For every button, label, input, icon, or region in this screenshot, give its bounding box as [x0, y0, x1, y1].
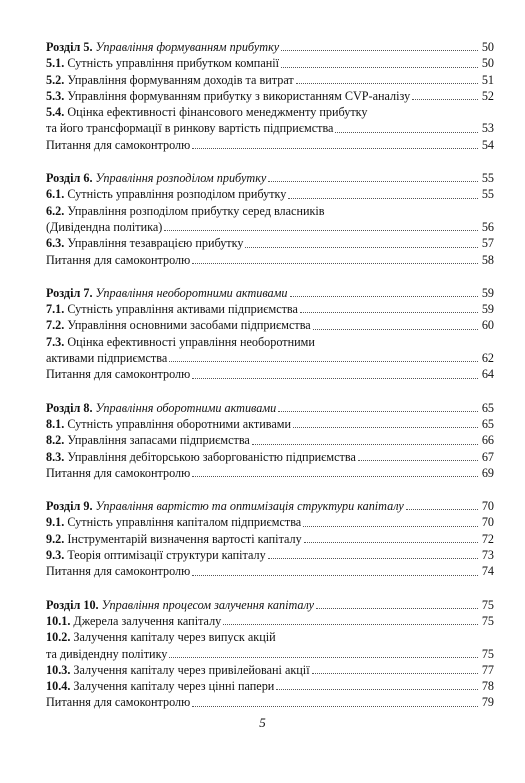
dot-leader: [223, 624, 478, 625]
toc-entry-label: [46, 137, 190, 153]
toc-entry: [46, 72, 494, 88]
toc-entry-label: [46, 55, 279, 71]
toc-section: [46, 597, 494, 711]
subsection-number: 7.1.: [46, 302, 65, 317]
page-ref: 75: [481, 597, 494, 612]
toc-entry-label: [46, 646, 167, 662]
section-title: Управління оборотними активами: [95, 400, 277, 415]
toc-entry-text: Управління дебіторською заборгованістю підприємства: [67, 449, 356, 464]
page-ref: 54: [481, 137, 494, 152]
page-ref: 62: [481, 351, 494, 366]
toc-entry-text: активами підприємства: [46, 351, 168, 366]
section-number: Розділ 9.: [46, 499, 93, 514]
toc-entry-text: Залучення капіталу через привілейовані акції: [73, 662, 310, 677]
dot-leader: [268, 181, 478, 182]
page-ref: 64: [481, 367, 494, 382]
page-ref: 77: [481, 662, 494, 677]
subsection-number: 5.1.: [46, 56, 65, 71]
toc-entry: [46, 662, 494, 678]
page-ref: 69: [481, 465, 494, 480]
dot-leader: [303, 526, 478, 527]
dot-leader: [304, 542, 478, 543]
page-ref: 50: [481, 40, 494, 54]
dot-leader: [358, 460, 478, 461]
toc-entry-label: [46, 563, 190, 579]
toc-entry-text: та дивідендну політику: [46, 646, 168, 661]
toc-entry-label: [46, 678, 274, 694]
page-ref: 72: [481, 531, 494, 546]
toc-entry-text: Теорія оптимізації структури капіталу: [67, 548, 266, 563]
dot-leader: [296, 83, 478, 84]
section-heading-label: [46, 400, 276, 416]
toc-entry: [46, 252, 494, 268]
dot-leader: [316, 608, 478, 609]
toc-entry-text: Сутність управління розподілом прибутку: [67, 187, 287, 202]
toc-entry: [46, 449, 494, 465]
page-ref: 57: [481, 236, 494, 251]
dot-leader: [406, 509, 478, 510]
toc-entry: [46, 137, 494, 153]
page-ref: 75: [481, 613, 494, 628]
toc-entry: [46, 678, 494, 694]
dot-leader: [335, 132, 478, 133]
toc-entry: [46, 235, 494, 251]
subsection-number: 8.3.: [46, 449, 65, 464]
toc-entry-label: [46, 186, 286, 202]
toc-entry: [46, 88, 494, 104]
dot-leader: [412, 99, 478, 100]
subsection-number: 8.2.: [46, 433, 65, 448]
toc-entry-label: [46, 317, 311, 333]
page-ref: 74: [481, 564, 494, 579]
toc-entry-text: та його трансформації в ринкову вартість підприємства: [46, 121, 334, 136]
toc-entry-label: [46, 613, 221, 629]
page-ref: 65: [481, 416, 494, 431]
toc-entry: [46, 432, 494, 448]
toc-entry-label: [46, 629, 276, 645]
toc-section: [46, 170, 494, 268]
toc-entry: [46, 416, 494, 432]
toc-entry-label: [46, 547, 266, 563]
section-heading-label: [46, 285, 288, 301]
toc-entry-text: Питання для самоконтролю: [46, 252, 191, 267]
toc-entry-text: Сутність управління активами підприємства: [67, 302, 298, 317]
section-heading: [46, 170, 494, 186]
page-ref: 59: [481, 302, 494, 317]
section-heading-label: [46, 597, 314, 613]
dot-leader: [281, 50, 478, 51]
toc-entry-label: [46, 252, 190, 268]
toc-section: [46, 498, 494, 579]
page-ref: 59: [481, 285, 494, 300]
toc-entry-label: [46, 694, 190, 710]
toc-entry: [46, 120, 494, 136]
page-ref: 60: [481, 318, 494, 333]
section-heading: [46, 285, 494, 301]
page-ref: 67: [481, 449, 494, 464]
dot-leader: [192, 476, 478, 477]
subsection-number: 6.2.: [46, 203, 65, 218]
toc-entry-label: [46, 219, 162, 235]
toc-entry-label: [46, 662, 310, 678]
page-ref: 73: [481, 548, 494, 563]
dot-leader: [293, 427, 478, 428]
toc-entry-text: Оцінка ефективності управління необоротними: [67, 334, 315, 349]
toc-entry-text: Управління запасами підприємства: [67, 433, 250, 448]
toc-entry-text: Інструментарій визначення вартості капіталу: [67, 531, 302, 546]
page-number: 5: [259, 715, 266, 730]
toc-entry: [46, 563, 494, 579]
toc-entry: [46, 547, 494, 563]
page-ref: 53: [481, 121, 494, 136]
toc-entry-text: Питання для самоконтролю: [46, 465, 191, 480]
toc-entry-text: Питання для самоконтролю: [46, 367, 191, 382]
toc-entry-label: [46, 366, 190, 382]
section-title: Управління вартістю та оптимізація структури капіталу: [95, 499, 404, 514]
section-number: Розділ 10.: [46, 597, 99, 612]
dot-leader: [276, 689, 478, 690]
section-number: Розділ 8.: [46, 400, 93, 415]
toc-entry: [46, 301, 494, 317]
toc-entry: [46, 350, 494, 366]
table-of-contents: [46, 39, 494, 728]
toc-entry-text: Джерела залучення капіталу: [73, 613, 222, 628]
subsection-number: 6.1.: [46, 187, 65, 202]
dot-leader: [313, 329, 478, 330]
page-ref: 66: [481, 433, 494, 448]
page-ref: 56: [481, 219, 494, 234]
subsection-number: 10.4.: [46, 679, 71, 694]
subsection-number: 8.1.: [46, 416, 65, 431]
page-ref: 52: [481, 88, 494, 103]
toc-entry: [46, 55, 494, 71]
toc-entry: [46, 694, 494, 710]
toc-entry-text: Оцінка ефективності фінансового менеджменту прибутку: [67, 105, 368, 120]
section-title: Управління формуванням прибутку: [95, 40, 280, 54]
toc-entry-text: (Дивідендна політика): [46, 219, 163, 234]
toc-entry-text: Сутність управління капіталом підприємства: [67, 515, 302, 530]
toc-entry: [46, 465, 494, 481]
toc-entry-label: [46, 531, 302, 547]
toc-section: [46, 285, 494, 383]
section-number: Розділ 7.: [46, 285, 93, 300]
section-number: Розділ 6.: [46, 171, 93, 186]
toc-entry-label: [46, 432, 250, 448]
toc-entry-text: Управління формуванням доходів та витрат: [67, 72, 294, 87]
toc-entry-label: [46, 514, 301, 530]
toc-entry-label: [46, 449, 356, 465]
dot-leader: [312, 673, 478, 674]
toc-entry-text: Сутність управління оборотними активами: [67, 416, 292, 431]
toc-entry-text: Питання для самоконтролю: [46, 695, 191, 710]
subsection-number: 6.3.: [46, 236, 65, 251]
toc-entry: [46, 203, 494, 219]
toc-entry: [46, 104, 494, 120]
toc-entry-label: [46, 235, 243, 251]
dot-leader: [278, 411, 478, 412]
dot-leader: [252, 444, 478, 445]
toc-entry-text: Питання для самоконтролю: [46, 137, 191, 152]
dot-leader: [192, 378, 478, 379]
toc-entry-text: Залучення капіталу через цінні папери: [73, 679, 275, 694]
toc-entry-label: [46, 465, 190, 481]
toc-entry-label: [46, 416, 291, 432]
dot-leader: [192, 148, 478, 149]
subsection-number: 7.3.: [46, 334, 65, 349]
section-heading-label: [46, 498, 404, 514]
page-ref: 55: [481, 187, 494, 202]
toc-entry-text: Управління формуванням прибутку з використанням CVP-аналізу: [67, 88, 411, 103]
toc-entry-text: Залучення капіталу через випуск акцій: [73, 630, 276, 645]
page-ref: 55: [481, 171, 494, 186]
page-ref: 78: [481, 679, 494, 694]
page-ref: 65: [481, 400, 494, 415]
toc-entry: [46, 317, 494, 333]
subsection-number: 9.1.: [46, 515, 65, 530]
dot-leader: [245, 247, 478, 248]
toc-entry-text: Питання для самоконтролю: [46, 564, 191, 579]
toc-entry-label: [46, 104, 368, 120]
section-number: Розділ 5.: [46, 40, 93, 54]
section-heading: [46, 39, 494, 55]
toc-entry-text: Управління розподілом прибутку серед власників: [67, 203, 325, 218]
dot-leader: [164, 230, 478, 231]
toc-entry-label: [46, 88, 410, 104]
subsection-number: 5.4.: [46, 105, 65, 120]
toc-entry: [46, 186, 494, 202]
dot-leader: [192, 575, 478, 576]
page-ref: 50: [481, 56, 494, 71]
dot-leader: [281, 67, 478, 68]
section-heading-label: [46, 39, 279, 55]
toc-entry: [46, 646, 494, 662]
subsection-number: 10.2.: [46, 630, 71, 645]
toc-entry: [46, 366, 494, 382]
section-heading: [46, 597, 494, 613]
page-ref: 70: [481, 515, 494, 530]
toc-entry-label: [46, 203, 325, 219]
toc-entry: [46, 613, 494, 629]
toc-entry: [46, 531, 494, 547]
dot-leader: [169, 361, 478, 362]
toc-section: [46, 400, 494, 481]
subsection-number: 9.3.: [46, 548, 65, 563]
toc-entry-label: [46, 120, 333, 136]
section-title: Управління процесом залучення капіталу: [101, 597, 315, 612]
dot-leader: [268, 558, 478, 559]
toc-section: [46, 39, 494, 153]
toc-entry-label: [46, 350, 167, 366]
subsection-number: 9.2.: [46, 531, 65, 546]
toc-entry-label: [46, 301, 298, 317]
page-ref: 51: [481, 72, 494, 87]
section-heading: [46, 498, 494, 514]
dot-leader: [169, 657, 478, 658]
subsection-number: 10.1.: [46, 613, 71, 628]
page-ref: 79: [481, 695, 494, 710]
toc-entry-text: Сутність управління прибутком компанії: [67, 56, 280, 71]
subsection-number: 5.3.: [46, 88, 65, 103]
toc-entry-label: [46, 72, 294, 88]
toc-entry: [46, 629, 494, 645]
toc-entry: [46, 334, 494, 350]
page-ref: 58: [481, 252, 494, 267]
dot-leader: [290, 296, 478, 297]
section-title: Управління розподілом прибутку: [95, 171, 267, 186]
section-heading-label: [46, 170, 266, 186]
page-ref: 70: [481, 499, 494, 514]
dot-leader: [300, 312, 478, 313]
dot-leader: [192, 263, 478, 264]
toc-entry-label: [46, 334, 315, 350]
section-heading: [46, 400, 494, 416]
toc-entry: [46, 514, 494, 530]
subsection-number: 7.2.: [46, 318, 65, 333]
section-title: Управління необоротними активами: [95, 285, 288, 300]
dot-leader: [288, 198, 478, 199]
subsection-number: 10.3.: [46, 662, 71, 677]
toc-entry-text: Управління основними засобами підприємства: [67, 318, 311, 333]
page-ref: 75: [481, 646, 494, 661]
dot-leader: [192, 706, 478, 707]
toc-entry: [46, 219, 494, 235]
toc-entry-text: Управління тезаврацією прибутку: [67, 236, 244, 251]
subsection-number: 5.2.: [46, 72, 65, 87]
